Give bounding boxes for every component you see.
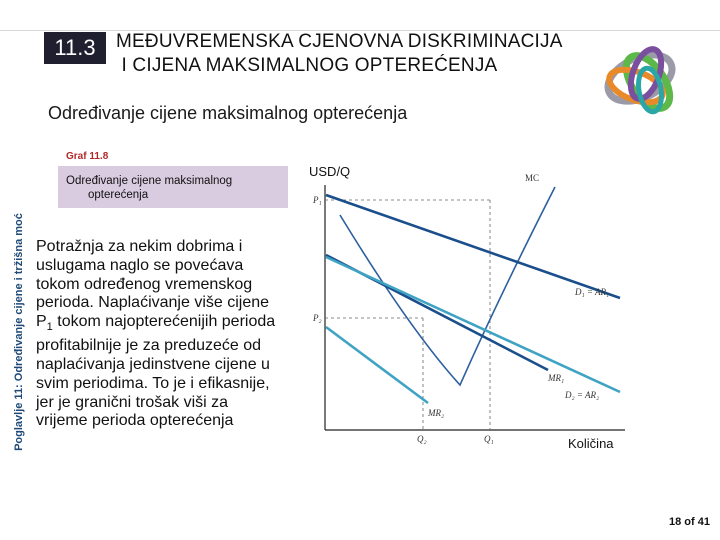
figure-label: Graf 11.8 <box>66 151 109 162</box>
x-tick-q2: Q₂ <box>417 434 427 444</box>
page-title <box>116 30 563 78</box>
peak-load-chart <box>300 165 630 455</box>
series-d2 <box>326 257 620 392</box>
y-axis-label: USD/Q <box>309 164 351 179</box>
caption-line-2: opterećenja <box>88 189 149 201</box>
y-tick-p1: P₁ <box>313 195 322 205</box>
x-tick-q1: Q₁ <box>484 434 494 444</box>
body-line: profitabilnije je za preduzeće od <box>36 337 262 355</box>
body-line: jer je granični trošak viši za <box>36 393 229 411</box>
title-line-2: I CIJENA MAKSIMALNOG OPTEREĆENJA <box>116 55 498 76</box>
chapter-side-label: Poglavlje 11: Određivanje cijene i tržišna moć <box>13 213 25 451</box>
rings-logo <box>588 30 698 130</box>
body-line: naplaćivanja jedinstvene cijene u <box>36 355 270 373</box>
page-current: 18 <box>668 516 682 528</box>
body-line: tokom određenog vremenskog <box>36 275 253 293</box>
body-text <box>36 236 304 431</box>
series-mr2 <box>326 327 428 403</box>
chapter-badge <box>44 32 106 64</box>
x-axis-label: Količina <box>568 436 614 451</box>
body-line: vrijeme perioda opterećenja <box>36 412 234 430</box>
page-total: 41 <box>697 516 710 528</box>
series-d1 <box>326 195 620 298</box>
body-line: $P_1$ tokom najopterećenijih perioda <box>36 313 276 334</box>
page-of: of <box>684 516 695 528</box>
title-line-1: MEĐUVREMENSKA CJENOVNA DISKRIMINACIJA <box>116 31 563 52</box>
label-mr1: MR₁ <box>548 373 565 383</box>
body-line: perioda. Naplaćivanje više cijene <box>36 294 270 312</box>
body-line: uslugama naglo se povećava <box>36 256 244 274</box>
chapter-number: 11.3 <box>54 35 96 60</box>
label-mr2: MR₂ <box>428 408 445 418</box>
figure-caption <box>66 174 276 202</box>
label-d1: D₁ = AR₁ <box>575 287 610 297</box>
body-line: svim periodima. To je i efikasnije, <box>36 374 270 392</box>
y-tick-p2: P₂ <box>313 313 322 323</box>
body-line: Potražnja za nekim dobrima i <box>36 238 243 255</box>
page-number <box>669 516 710 528</box>
series-mc <box>340 187 555 385</box>
caption-line-1: Određivanje cijene maksimalnog <box>66 175 233 187</box>
section-title: Određivanje cijene maksimalnog opterećenja <box>48 103 408 123</box>
label-d2: D₂ = AR₂ <box>565 390 600 400</box>
label-mc: MC <box>525 173 540 183</box>
